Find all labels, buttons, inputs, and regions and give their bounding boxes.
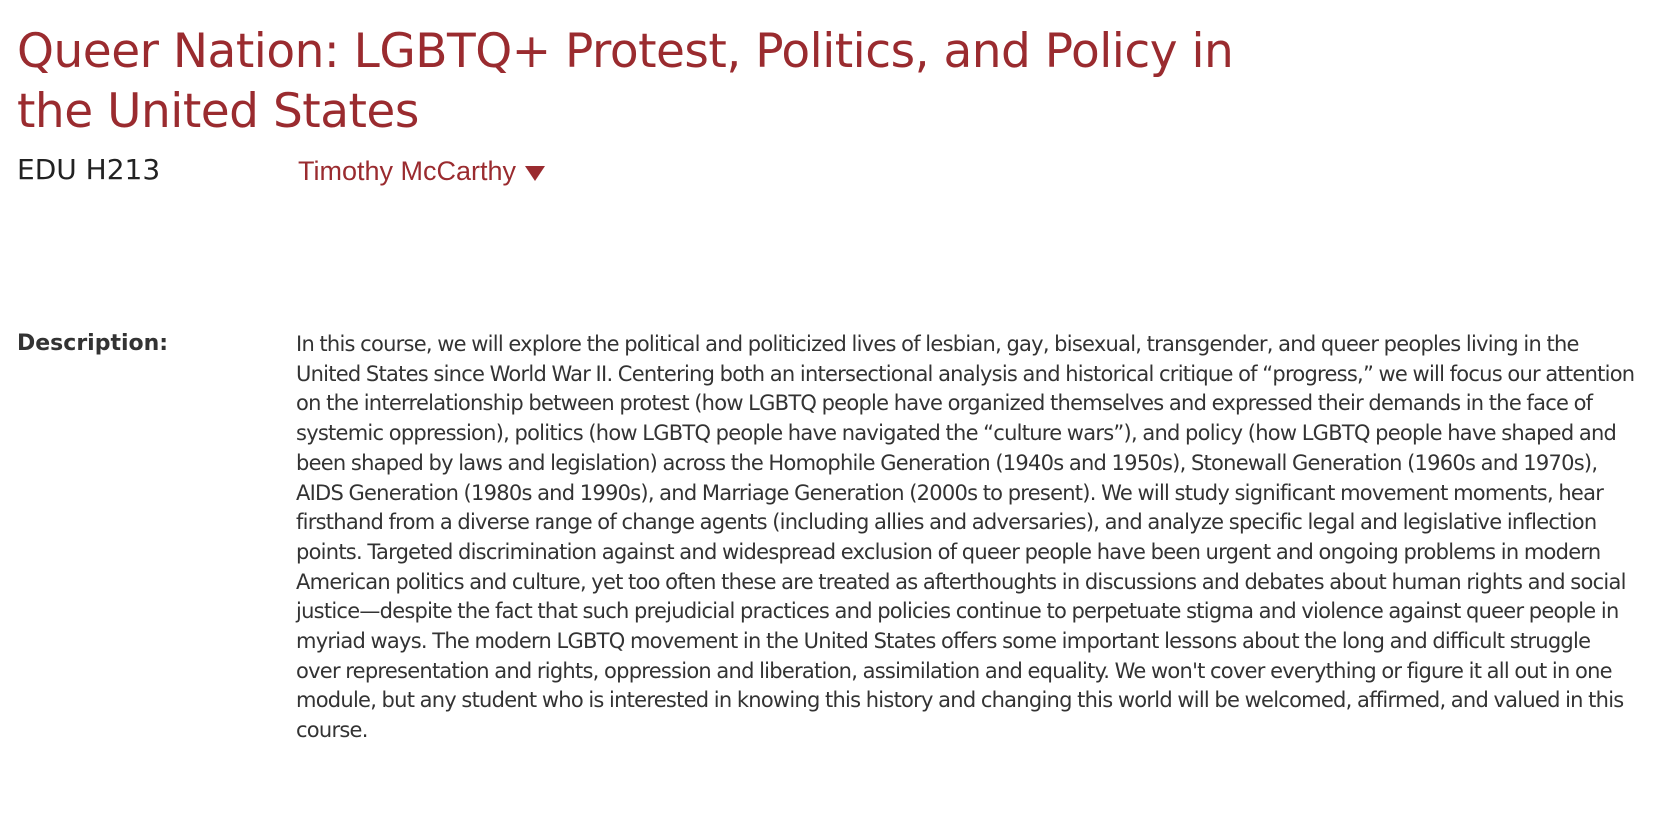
instructor-dropdown[interactable] (298, 154, 545, 188)
course-title: Queer Nation: LGBTQ+ Protest, Politics, and Policy in the United States (17, 24, 1234, 139)
instructor-name: Timothy McCarthy (298, 156, 517, 186)
caret-down-icon (525, 166, 545, 181)
course-code: EDU H213 (17, 153, 161, 186)
description-text: In this course, we will explore the political and politicized lives of lesbian, gay, bisexual, transgender, and queer peoples living in the United States since World War II. Centering both an intersectional analysis and historical critique of “progress,” we will focus our attention on the interrelationship between protest (how LGBTQ people have organized themselves and expressed their demands in the face of systemic oppression), politics (how LGBTQ people have navigated the “culture wars”), and policy (how LGBTQ people have shaped and been shaped by laws and legislation) across the Homophile Generation (1940s and 1950s), Stonewall Generation (1960s and 1970s), AIDS Generation (1980s and 1990s), and Marriage Generation (2000s to present). We will study significant movement moments, hear firsthand from a diverse range of change agents (including allies and adversaries), and analyze specific legal and legislative inflection points. Targeted discrimination against and widespread exclusion of queer people have been urgent and ongoing problems in modern American politics and culture, yet too often these are treated as afterthoughts in discussions and debates about human rights and social justice—despite the fact that such prejudicial practices and policies continue to perpetuate stigma and violence against queer people in myriad ways. The modern LGBTQ movement in the United States offers some important lessons about the long and difficult struggle over representation and rights, oppression and liberation, assimilation and equality. We won't cover everything or figure it all out in one module, but any student who is interested in knowing this history and changing this world will be welcomed, affirmed, and valued in this course. (296, 332, 1635, 743)
description-label: Description: (17, 331, 169, 356)
